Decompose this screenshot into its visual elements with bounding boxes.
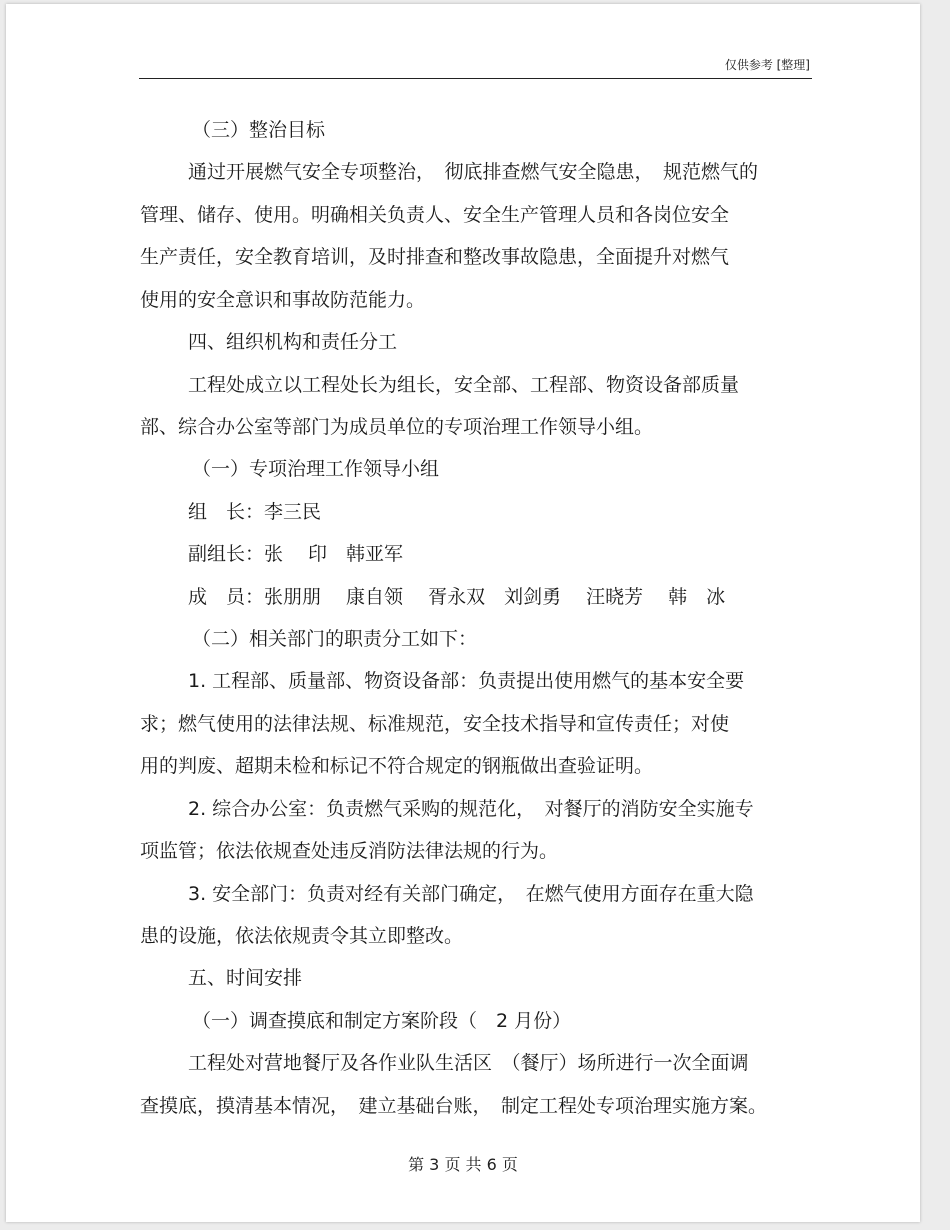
paragraph-line: 2. 综合办公室：负责燃气采购的规范化， 对餐厅的消防安全实施专: [188, 798, 754, 820]
paragraph-line: 3. 安全部门：负责对经有关部门确定， 在燃气使用方面存在重大隐: [188, 883, 754, 905]
paragraph-line: 管理、储存、使用。明确相关负责人、安全生产管理人员和各岗位安全: [140, 204, 730, 226]
paragraph-line: 求；燃气使用的法律法规、标准规范，安全技术指导和宣传责任；对使: [140, 713, 730, 735]
subheading-objective: （三）整治目标: [192, 119, 326, 141]
section-heading-organization: 四、组织机构和责任分工: [188, 331, 398, 353]
member-row-leader: 组 长：李三民: [188, 501, 322, 523]
member-row-deputy: 副组长：张 印 韩亚军: [188, 543, 404, 565]
subheading-survey-phase: （一）调查摸底和制定方案阶段（ 2 月份）: [192, 1010, 572, 1032]
paragraph-line: 1. 工程部、质量部、物资设备部：负责提出使用燃气的基本安全要: [188, 670, 745, 692]
page-number: 第 3 页 共 6 页: [408, 1155, 518, 1174]
paragraph-line: 项监管；依法依规查处违反消防法律法规的行为。: [140, 840, 559, 862]
member-row-members: 成 员：张朋朋 康自领 胥永双 刘剑勇 汪晓芳 韩 冰: [188, 586, 726, 608]
paragraph-line: 患的设施，依法依规责令其立即整改。: [140, 925, 464, 947]
paragraph-line: 工程处对营地餐厅及各作业队生活区 （餐厅）场所进行一次全面调: [188, 1052, 749, 1074]
section-heading-schedule: 五、时间安排: [188, 967, 303, 989]
page-header: [139, 54, 812, 79]
paragraph-line: 部、综合办公室等部门为成员单位的专项治理工作领导小组。: [140, 416, 654, 438]
subheading-leading-group: （一）专项治理工作领导小组: [192, 458, 440, 480]
header-note: 仅供参考 [整理]: [724, 58, 810, 72]
subheading-responsibilities: （二）相关部门的职责分工如下：: [192, 628, 478, 650]
paragraph-line: 用的判废、超期未检和标记不符合规定的钢瓶做出查验证明。: [140, 755, 654, 777]
paragraph-line: 通过开展燃气安全专项整治， 彻底排查燃气安全隐患， 规范燃气的: [188, 161, 759, 183]
document-page: [6, 4, 920, 1222]
paragraph-line: 查摸底，摸清基本情况， 建立基础台账， 制定工程处专项治理实施方案。: [140, 1095, 768, 1117]
paragraph-line: 工程处成立以工程处长为组长，安全部、工程部、物资设备部质量: [188, 374, 740, 396]
paragraph-line: 生产责任，安全教育培训，及时排查和整改事故隐患，全面提升对燃气: [140, 246, 730, 268]
paragraph-line: 使用的安全意识和事故防范能力。: [140, 289, 426, 311]
